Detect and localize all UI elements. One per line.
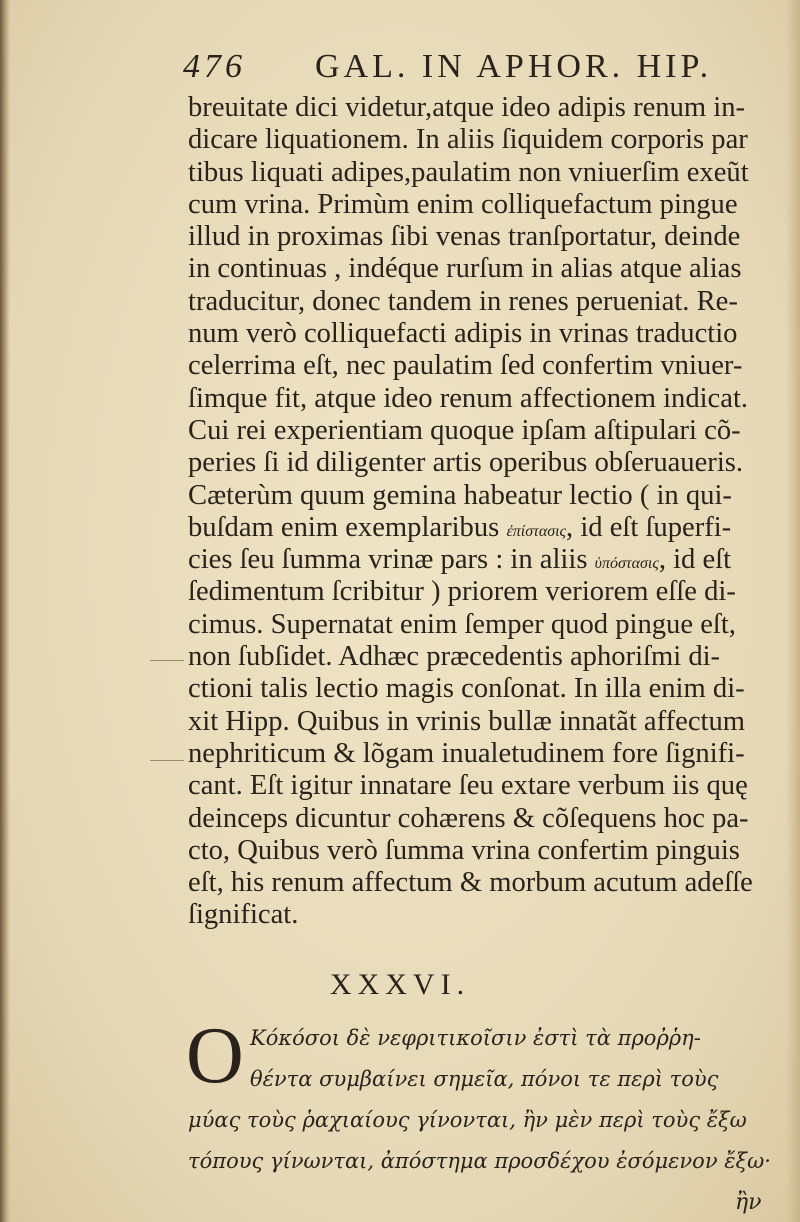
text-fragment: , id eſt ſuperfi- xyxy=(566,511,732,543)
text-fragment: cies ſeu ſumma vrinæ pars : in aliis xyxy=(188,544,588,576)
text-line: breuitate dici videtur,atque ideo adipis renum in- xyxy=(188,92,746,123)
greek-line: μύας τοὺς ῥαχιαίους γίνονται, ἢν μὲν περὶ τοὺς ἔξω xyxy=(188,1108,747,1132)
page-header xyxy=(175,48,735,92)
text-line: in continuas , indéque rurſum in alias atque alias xyxy=(188,253,742,285)
text-fragment: buſdam enim exemplaribus xyxy=(188,511,500,543)
page-number: 476 xyxy=(183,48,246,85)
greek-line: τόπους γίνωνται, ἀπόστημα προσδέχου ἐσόμενον ἔξω· xyxy=(188,1149,771,1173)
catchword: ἢν xyxy=(735,1190,762,1215)
text-line: non ſubſidet. Adhæc præcedentis aphoriſmi di- xyxy=(188,641,721,673)
greek-line: θέντα συμβαίνει σημεῖα, πόνοι τε περὶ τοὺς xyxy=(250,1067,719,1091)
text-line: Cui rei experientiam quoque ipſam aſtipulari cõ- xyxy=(188,414,741,446)
text-line: ſimque fit, atque ideo renum affectionem indicat. xyxy=(188,382,749,414)
text-line: illud in proximas ſibi venas tranſportatur, deinde xyxy=(188,221,741,253)
text-line: cimus. Supernatat enim ſemper quod pingue eſt, xyxy=(188,608,736,640)
text-line: num verò colliquefacti adipis in vrinas traductio xyxy=(188,318,738,350)
drop-capital: O xyxy=(186,1012,244,1100)
text-line: cant. Eſt igitur innatare ſeu extare verbum iis quę xyxy=(188,770,748,802)
text-line: cum vrina. Primùm enim colliquefactum pingue xyxy=(188,188,738,220)
text-line: Cæterùm quum gemina habeatur lectio ( in qui- xyxy=(188,479,732,511)
page-gutter-shadow xyxy=(0,0,10,1222)
margin-mark xyxy=(150,760,184,761)
text-line: ſignificat. xyxy=(188,899,299,931)
text-line: xit Hipp. Quibus in vrinis bullæ innatãt affectum xyxy=(188,705,745,737)
text-line: celerrima eſt, nec paulatim ſed confertim vniuer- xyxy=(188,350,743,382)
text-line: ſedimentum ſcribitur ) priorem veriorem eſſe di- xyxy=(188,576,736,608)
greek-word: ὑπόστασις xyxy=(594,555,659,573)
text-fragment: , id eſt xyxy=(658,544,732,576)
greek-aphorism-text xyxy=(186,1012,788,1182)
running-head: GAL. IN APHOR. HIP. xyxy=(315,48,713,85)
commentary-text xyxy=(188,92,788,932)
margin-mark xyxy=(150,660,184,661)
text-line: ctioni talis lectio magis conſonat. In illa enim di- xyxy=(188,673,745,705)
aphorism-number: XXXVI. xyxy=(329,968,471,1001)
page-edge-shadow xyxy=(786,0,800,1222)
text-line: traducitur, donec tandem in renes perueniat. Re- xyxy=(188,285,738,317)
text-line: eſt, his renum affectum & morbum acutum adeſſe xyxy=(188,867,753,899)
text-line-with-greek xyxy=(188,544,788,576)
greek-line: Κόκόσοι δὲ νεφριτικοῖσιν ἐστὶ τὰ προῤῥη- xyxy=(250,1026,701,1050)
text-line-with-greek xyxy=(188,512,788,544)
text-line: nephriticum & lõgam inualetudinem fore ſignifi- xyxy=(188,737,745,769)
text-line: peries ſi id diligenter artis operibus obſeruaueris. xyxy=(188,447,744,479)
text-line: cto, Quibus verò ſumma vrina confertim pinguis xyxy=(188,834,740,866)
greek-word: ἐπίστασις xyxy=(506,522,567,540)
text-line: tibus liquati adipes,paulatim non vniuerſim exeũt xyxy=(188,156,749,188)
text-line: deinceps dicuntur cohærens & cõſequens hoc pa- xyxy=(188,802,749,834)
text-line: dicare liquationem. In aliis ſiquidem corporis par xyxy=(188,124,748,156)
